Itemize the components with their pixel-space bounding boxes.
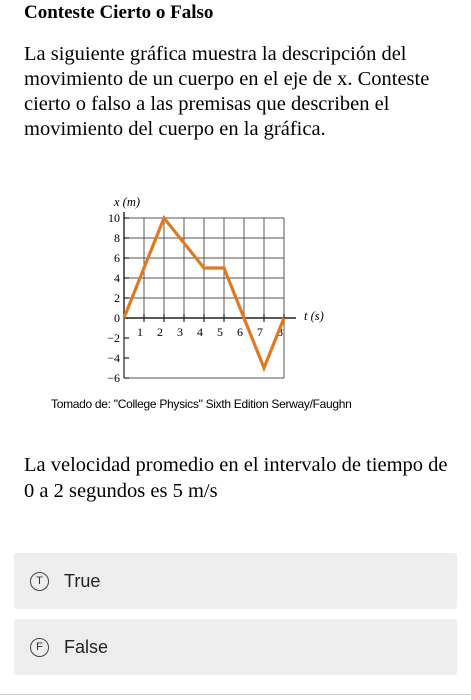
option-false[interactable]: [14, 619, 457, 675]
x-tick-label: 2: [157, 325, 163, 339]
x-tick-label: 4: [197, 325, 203, 339]
y-tick-label: 0: [114, 311, 120, 325]
x-tick-label: 5: [217, 325, 223, 339]
y-tick-label: −4: [107, 351, 120, 365]
x-tick-label: 8: [277, 325, 283, 339]
option-true-badge: T: [30, 572, 49, 591]
y-tick-label: 8: [114, 231, 120, 245]
y-tick-label: −2: [107, 331, 120, 345]
x-tick-label: 3: [177, 325, 183, 339]
question-text: La velocidad promedio en el intervalo de tiempo de 0 a 2 segundos es 5 m/s: [24, 454, 448, 502]
option-true[interactable]: [14, 553, 457, 609]
y-tick-label: 6: [114, 251, 120, 265]
option-false-badge: F: [30, 638, 49, 657]
y-tick-label: 2: [114, 291, 120, 305]
option-false-label: False: [64, 636, 109, 657]
page-title: Conteste Cierto o Falso: [24, 2, 214, 23]
y-tick-label: 4: [114, 271, 120, 285]
option-true-label: True: [64, 570, 101, 591]
position-time-graph: [88, 193, 328, 391]
graph-caption: Tomado de: "College Physics" Sixth Edition Serway/Faughn: [51, 397, 352, 411]
bottom-divider: [0, 694, 471, 695]
y-tick-label: 10: [108, 211, 120, 225]
y-tick-label: −6: [107, 371, 120, 385]
x-tick-label: 1: [137, 325, 143, 339]
x-tick-label: 7: [257, 325, 263, 339]
y-axis-label: x (m): [114, 195, 141, 209]
intro-text: La siguiente gráfica muestra la descripción del movimiento de un cuerpo en el eje de x. Conteste cierto o falso a las premisas que describen el movimiento del cuerpo en la gráfica.: [24, 43, 430, 140]
x-axis-label: t (s): [304, 309, 324, 323]
x-tick-label: 6: [237, 325, 243, 339]
